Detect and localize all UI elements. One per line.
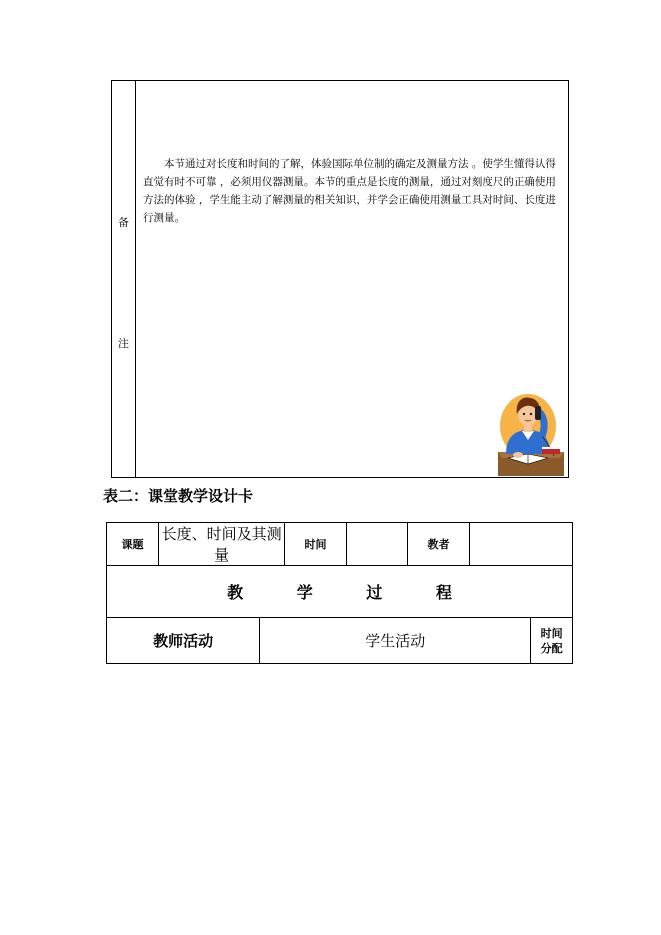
- process-char: 学: [296, 583, 313, 602]
- time-allocation-line: 分配: [540, 641, 563, 655]
- activity-header-row: [107, 618, 573, 664]
- process-char: 教: [227, 583, 244, 602]
- teacher-on-phone-illustration: [498, 392, 564, 476]
- teacher-activity-header: 教师活动: [107, 618, 260, 664]
- time-label: 时间: [285, 523, 347, 566]
- table-caption: 表二：课堂教学设计卡: [103, 487, 254, 505]
- student-activity-header: 学生活动: [260, 618, 531, 664]
- time-allocation-line: 时间: [540, 626, 563, 640]
- remarks-label-char: 备: [118, 216, 129, 229]
- teacher-value: [469, 523, 572, 566]
- teaching-process-heading: [107, 566, 573, 618]
- remarks-label-char: 注: [118, 337, 129, 350]
- remarks-label-column: [112, 81, 136, 477]
- time-value: [346, 523, 408, 566]
- process-row: [107, 566, 573, 618]
- remarks-text: 本节通过对长度和时间的了解，体验国际单位制的确定及测量方法 。使学生懂得认得直觉有时不可靠 ，必须用仪器测量。本节的重点是长度的测量，通过对刻度尺的正确使用方法的体验 ，学生能主动了解测量的相关知识，并学会正确使用测量工具对时间、长度进行测量。: [143, 158, 556, 224]
- lesson-design-card: [106, 522, 573, 664]
- remarks-box: [111, 80, 569, 478]
- process-char: 程: [435, 583, 452, 602]
- teacher-label: 教者: [408, 523, 470, 566]
- topic-label: 课题: [107, 523, 159, 566]
- card-header-row: [107, 523, 573, 566]
- topic-value: 长度、时间及其测量: [159, 523, 285, 566]
- time-allocation-header: [531, 618, 573, 664]
- process-char: 过: [366, 583, 383, 602]
